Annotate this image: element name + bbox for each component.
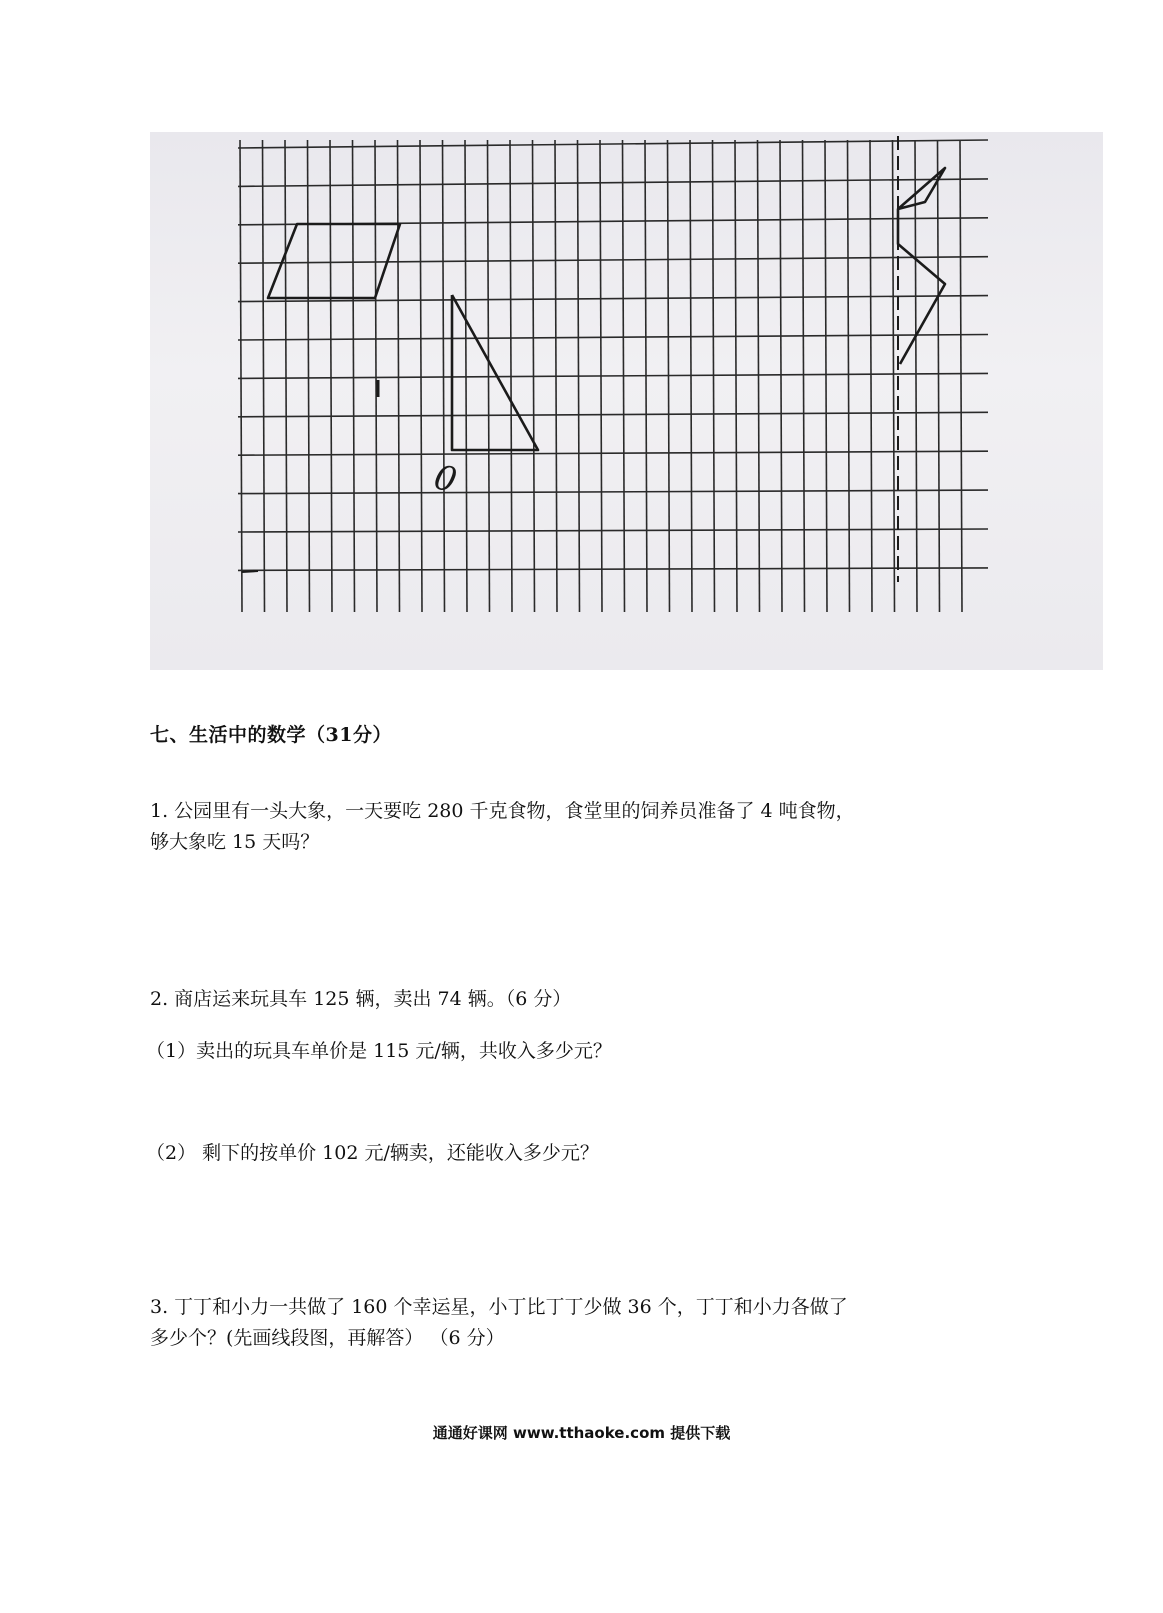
grid-vertical-line [758,140,760,612]
grid-vertical-line [938,140,940,612]
grid-horizontal-line [238,412,988,417]
grid-vertical-line [848,140,850,612]
grid-vertical-line [263,140,265,612]
right-triangle-shape [452,295,538,450]
grid-horizontal-line [238,529,988,532]
question-2-part-1: （1）卖出的玩具车单价是 115 元/辆，共收入多少元？ [146,1040,612,1062]
smudge-line [242,571,258,572]
grid-vertical-line [353,140,355,612]
grid-vertical-line [465,140,467,612]
question-3-line-1: 3. 丁丁和小力一共做了 160 个幸运星，小丁比丁丁少做 36 个，丁丁和小力各做了 [150,1296,848,1318]
grid-lines [238,140,988,612]
grid-vertical-line [825,140,827,612]
footer-download-note: 通通好课网 www.tthaoke.com 提供下载 [432,1424,731,1442]
grid-vertical-line [240,140,242,612]
grid-vertical-line [870,140,872,612]
grid-horizontal-line [238,257,988,264]
grid-vertical-line [285,140,287,612]
grid-vertical-line [420,140,422,612]
grid-vertical-line [443,140,445,612]
question-3 [150,1292,848,1354]
grid-vertical-line [735,140,737,612]
grid-horizontal-line [238,373,988,378]
question-1-line-1: 1. 公园里有一头大象，一天要吃 280 千克食物，食堂里的饲养员准备了 4 吨食物， [150,800,855,822]
grid-horizontal-line [238,140,988,148]
grid-vertical-line [780,140,782,612]
grid-vertical-line [915,140,917,612]
grid-horizontal-line [238,335,988,341]
grid-vertical-line [960,140,962,612]
grid-horizontal-line [238,490,988,494]
section-title: 七、生活中的数学（31分） [150,724,392,746]
grid-horizontal-line [238,451,988,455]
grid-vertical-line [375,140,377,612]
grid-vertical-line [398,140,400,612]
grid-vertical-line [893,140,895,612]
grid-vertical-line [308,140,310,612]
question-2-part-2: （2） 剩下的按单价 102 元/辆卖，还能收入多少元？ [146,1142,599,1164]
parallelogram-shape [268,224,400,298]
handwritten-zero: 0 [429,457,461,502]
grid-vertical-line [330,140,332,612]
grid-paper [150,132,1103,670]
grid-horizontal-line [238,568,988,571]
question-1-line-2: 够大象吃 15 天吗？ [150,831,320,853]
grid-vertical-line [803,140,805,612]
question-2: 2. 商店运来玩具车 125 辆，卖出 74 辆。（6 分） [150,988,572,1010]
question-1 [150,796,855,858]
grid-horizontal-line [238,179,988,187]
grid-drawing-scan [150,132,1103,670]
question-3-line-2: 多少个？(先画线段图，再解答） （6 分） [150,1327,505,1349]
